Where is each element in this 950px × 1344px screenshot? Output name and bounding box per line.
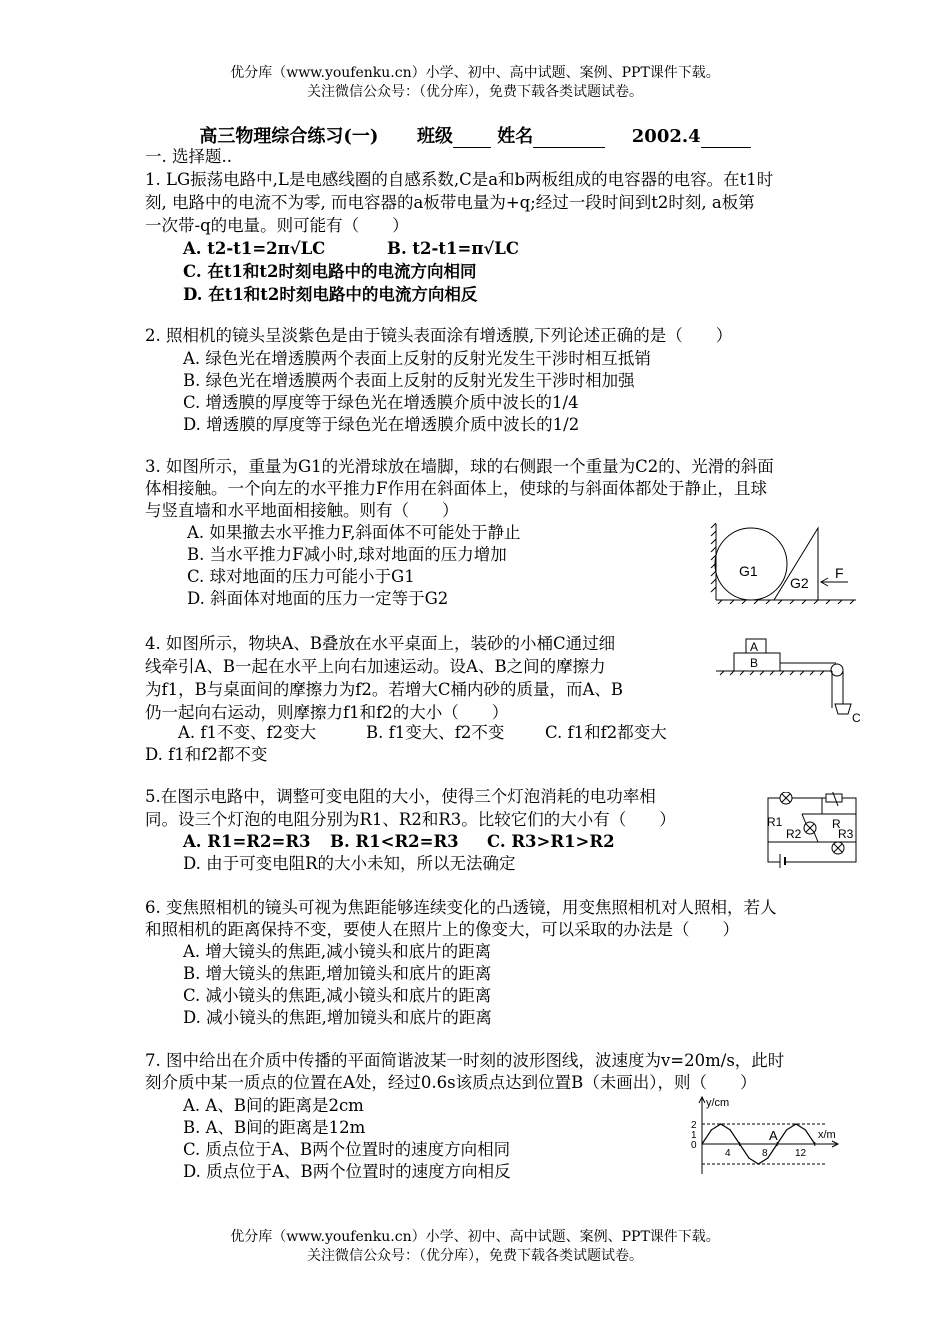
class-blank[interactable] — [453, 147, 491, 148]
q7-point-a: A — [769, 1128, 778, 1143]
q4-label-c: C — [852, 711, 861, 725]
q2-option-c[interactable]: C. 增透膜的厚度等于绿色光在增透膜介质中波长的1/4 — [183, 393, 579, 412]
q5-line-2: 同。设三个灯泡的电阻分别为R1、R2和R3。比较它们的大小有（ ） — [145, 810, 676, 829]
q4-option-c[interactable]: C. f1和f2都变大 — [545, 723, 667, 742]
name-label: 姓名 — [497, 126, 534, 147]
q4-label-b: B — [750, 656, 759, 670]
page-title — [0, 122, 950, 148]
q4-line-1: 4. 如图所示，物块A、B叠放在水平桌面上，装砂的小桶C通过细 — [145, 634, 616, 653]
wave-point — [805, 1129, 806, 1130]
q6-line-2: 和照相机的距离保持不变，要使人在照片上的像变大，可以采取的办法是（ ） — [145, 920, 739, 939]
q2-line-1: 2. 照相机的镜头呈淡紫色是由于镜头表面涂有增透膜,下列论述正确的是（ ） — [145, 326, 733, 345]
q5-option-d[interactable]: D. 由于可变电阻R的大小未知，所以无法确定 — [183, 854, 516, 873]
q7-option-b[interactable]: B. A、B间的距离是12m — [183, 1118, 366, 1137]
name-blank[interactable] — [533, 147, 605, 148]
wave-point — [701, 1143, 702, 1144]
q7-wave-chart — [686, 1094, 846, 1178]
q4-option-b[interactable]: B. f1变大、f2不变 — [366, 723, 505, 742]
q3-option-c[interactable]: C. 球对地面的压力可能小于G1 — [187, 567, 415, 586]
bucket-c — [835, 704, 851, 714]
wave-point — [711, 1129, 712, 1130]
q3-line-3: 与竖直墙和水平地面相接触。则有（ ） — [145, 501, 459, 520]
q2-option-a[interactable]: A. 绿色光在增透膜两个表面上反射的反射光发生干涉时相互抵销 — [183, 349, 651, 368]
header-line-2: 关注微信公众号：（优分库），免费下载各类试题试卷。 — [307, 84, 643, 100]
q1-option-c[interactable]: C. 在t1和t2时刻电路中的电流方向相同 — [183, 262, 477, 281]
q1-line-2: 刻, 电路中的电流不为零, 而电容器的a板带电量为+q;经过一段时间到t2时刻, a板第 — [145, 193, 755, 212]
q4-figure — [712, 636, 867, 728]
q5-option-a[interactable]: A. R1=R2=R3 — [183, 832, 311, 851]
title-main: 高三物理综合练习(一) — [199, 126, 379, 147]
q4-line-3: 为f1，B与桌面间的摩擦力为f2。若增大C桶内砂的质量，而A、B — [145, 680, 624, 699]
q7-option-a[interactable]: A. A、B间的距离是2cm — [183, 1096, 364, 1115]
class-label: 班级 — [416, 126, 453, 147]
date: 2002.4 — [631, 126, 701, 147]
q5-label-r2: R2 — [786, 827, 802, 841]
wave-point — [748, 1158, 749, 1159]
q7-option-c[interactable]: C. 质点位于A、B两个位置时的速度方向相同 — [183, 1140, 511, 1159]
pulley — [831, 664, 843, 676]
q2-option-d[interactable]: D. 增透膜的厚度等于绿色光在增透膜介质中波长的1/2 — [183, 415, 580, 434]
q6-line-1: 6. 变焦照相机的镜头可视为焦距能够连续变化的凸透镜，用变焦照相机对人照相，若人 — [145, 898, 777, 917]
q5-label-r3: R3 — [838, 827, 854, 841]
q5-label-r1: R1 — [767, 815, 783, 829]
q1-line-3: 一次带-q的电量。则可能有（ ） — [145, 216, 409, 235]
q7-line-2: 刻介质中某一质点的位置在A处，经过0.6s该质点达到位置B（未画出），则（ ） — [145, 1073, 757, 1092]
q1-option-b[interactable]: B. t2-t1=π√LC — [387, 239, 519, 258]
footer-line-1: 优分库（www.youfenku.cn）小学、初中、高中试题、案例、PPT课件下载。 — [230, 1229, 720, 1245]
q5-line-1: 5.在图示电路中，调整可变电阻的大小，使得三个灯泡消耗的电功率相 — [145, 787, 656, 806]
wave-point — [720, 1123, 721, 1124]
q6-option-b[interactable]: B. 增大镜头的焦距,增加镜头和底片的距离 — [183, 964, 492, 983]
wave-point — [730, 1129, 731, 1130]
q1-option-a[interactable]: A. t2-t1=2π√LC — [183, 239, 326, 258]
wave-point — [786, 1129, 787, 1130]
q7-xtick-4: 4 — [725, 1148, 731, 1159]
footer-line-2: 关注微信公众号：（优分库），免费下载各类试题试卷。 — [307, 1248, 643, 1264]
q7-ylabel: y/cm — [706, 1097, 730, 1109]
q3-label-g2: G2 — [790, 575, 809, 591]
q7-ytick-0: 0 — [691, 1140, 697, 1151]
q3-label-g1: G1 — [739, 563, 758, 579]
q4-line-4: 仍一起向右运动，则摩擦力f1和f2的大小（ ） — [145, 703, 509, 722]
q1-line-1: 1. LG振荡电路中,L是电感线圈的自感系数,C是a和b两板组成的电容器的电容。在t1时 — [145, 170, 774, 189]
q3-option-a[interactable]: A. 如果撤去水平推力F,斜面体不可能处于静止 — [187, 523, 521, 542]
wave-point — [758, 1163, 759, 1164]
q5-option-c[interactable]: C. R3>R1>R2 — [487, 832, 615, 851]
date-blank[interactable] — [701, 147, 751, 148]
q2-option-b[interactable]: B. 绿色光在增透膜两个表面上反射的反射光发生干涉时相加强 — [183, 371, 635, 390]
q7-ytick-1: 1 — [691, 1130, 697, 1141]
section-heading: 一. 选择题.. — [145, 147, 232, 166]
q3-option-b[interactable]: B. 当水平推力F减小时,球对地面的压力增加 — [187, 545, 507, 564]
q5-figure — [762, 792, 862, 868]
q3-figure — [708, 522, 858, 604]
wave-point — [795, 1123, 796, 1124]
q7-xlabel: x/m — [818, 1129, 836, 1141]
q6-option-a[interactable]: A. 增大镜头的焦距,减小镜头和底片的距离 — [183, 942, 492, 961]
q6-option-c[interactable]: C. 减小镜头的焦距,减小镜头和底片的距离 — [183, 986, 492, 1005]
q7-xtick-12: 12 — [795, 1148, 807, 1159]
q4-option-a[interactable]: A. f1不变、f2变大 — [178, 723, 317, 742]
q1-option-d[interactable]: D. 在t1和t2时刻电路中的电流方向相反 — [183, 285, 478, 304]
q4-label-a: A — [750, 640, 759, 654]
q3-line-2: 体相接触。一个向左的水平推力F作用在斜面体上，使球的与斜面体都处于静止，且球 — [145, 479, 767, 498]
q4-option-d[interactable]: D. f1和f2都不变 — [145, 745, 268, 764]
q5-label-r: R — [832, 817, 841, 831]
q4-line-2: 线牵引A、B一起在水平上向右加速运动。设A、B之间的摩擦力 — [145, 657, 606, 676]
q7-ytick-2: 2 — [691, 1120, 697, 1131]
q3-line-1: 3. 如图所示，重量为G1的光滑球放在墙脚，球的右侧跟一个重量为C2的、光滑的斜面 — [145, 457, 774, 476]
q7-option-d[interactable]: D. 质点位于A、B两个位置时的速度方向相反 — [183, 1162, 511, 1181]
q3-option-d[interactable]: D. 斜面体对地面的压力一定等于G2 — [187, 589, 449, 608]
q7-line-1: 7. 图中给出在介质中传播的平面简谐波某一时刻的波形图线，波速度为v=20m/s，此时 — [145, 1051, 785, 1070]
q5-option-b[interactable]: B. R1<R2=R3 — [330, 832, 459, 851]
header-line-1: 优分库（www.youfenku.cn）小学、初中、高中试题、案例、PPT课件下载。 — [230, 65, 720, 81]
q7-xtick-8: 8 — [762, 1148, 768, 1159]
q3-label-f: F — [835, 565, 844, 581]
q6-option-d[interactable]: D. 减小镜头的焦距,增加镜头和底片的距离 — [183, 1008, 492, 1027]
